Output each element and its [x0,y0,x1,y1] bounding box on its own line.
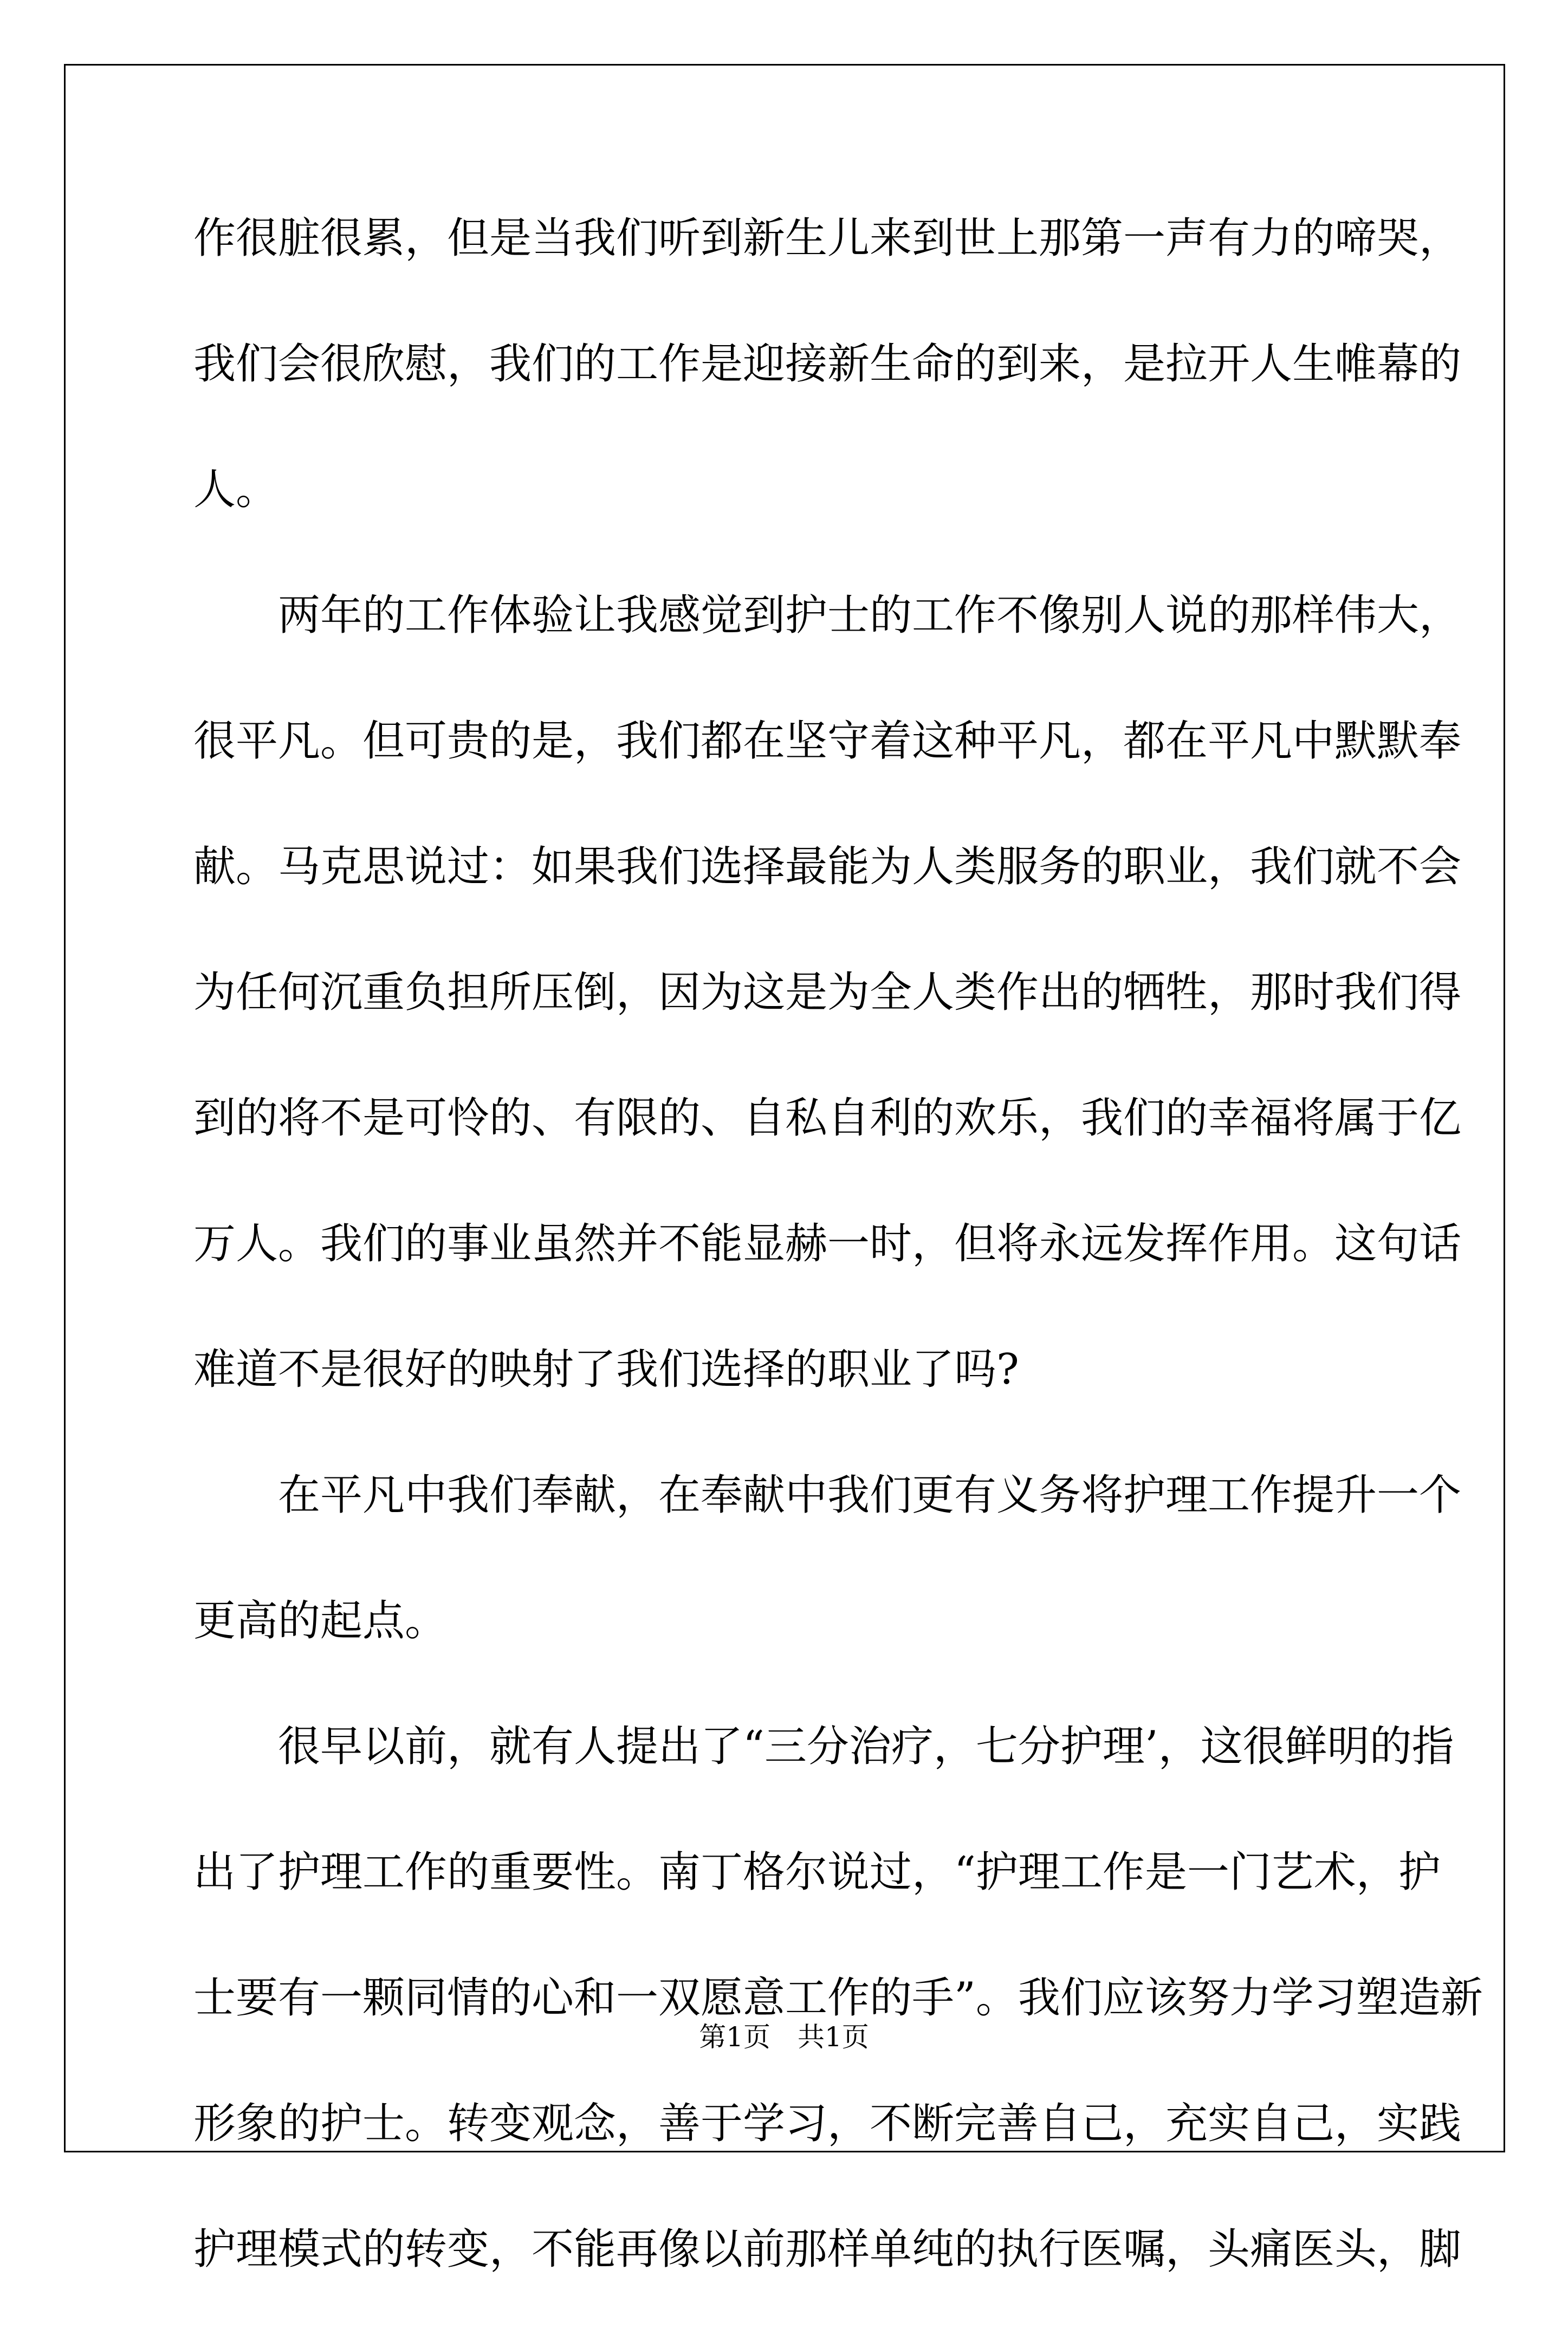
paragraph-first-line: 在平凡中我们奉献，在奉献中我们更有义务将护理工作提升一个 [278,1471,1462,1520]
text-line: 万人。我们的事业虽然并不能显赫一时，但将永远发挥作用。这句话 [193,1220,1462,1268]
text-line: 难道不是很好的映射了我们选择的职业了吗? [193,1345,1019,1394]
text-line: 人。 [193,465,278,514]
text-line: 很平凡。但可贵的是，我们都在坚守着这种平凡，都在平凡中默默奉 [193,717,1462,766]
text-line: 护理模式的转变，不能再像以前那样单纯的执行医嘱，头痛医头，脚 [193,2225,1462,2274]
text-line: 出了护理工作的重要性。南丁格尔说过，“护理工作是一门艺术，护 [193,1848,1441,1897]
paragraph-first-line: 两年的工作体验让我感觉到护士的工作不像别人说的那样伟大， [278,591,1462,640]
text-line: 为任何沉重负担所压倒，因为这是为全人类作出的牺牲，那时我们得 [193,968,1462,1017]
text-line: 形象的护士。转变观念，善于学习，不断完善自己，充实自己，实践 [193,2099,1462,2148]
text-line: 士要有一颗同情的心和一双愿意工作的手”。我们应该努力学习塑造新 [193,1974,1483,2022]
text-line: 更高的起点。 [193,1597,448,1645]
text-line: 作很脏很累，但是当我们听到新生儿来到世上那第一声有力的啼哭， [193,214,1462,263]
text-line: 我们会很欣慰，我们的工作是迎接新生命的到来，是拉开人生帷幕的 [193,340,1462,388]
paragraph-first-line: 很早以前，就有人提出了“三分治疗，七分护理’，这很鲜明的指 [278,1722,1454,1771]
page-footer: 第1页 共1页 [699,2021,869,2053]
text-line: 献。马克思说过：如果我们选择最能为人类服务的职业，我们就不会 [193,842,1462,891]
text-line: 到的将不是可怜的、有限的、自私自利的欢乐，我们的幸福将属于亿 [193,1094,1462,1143]
